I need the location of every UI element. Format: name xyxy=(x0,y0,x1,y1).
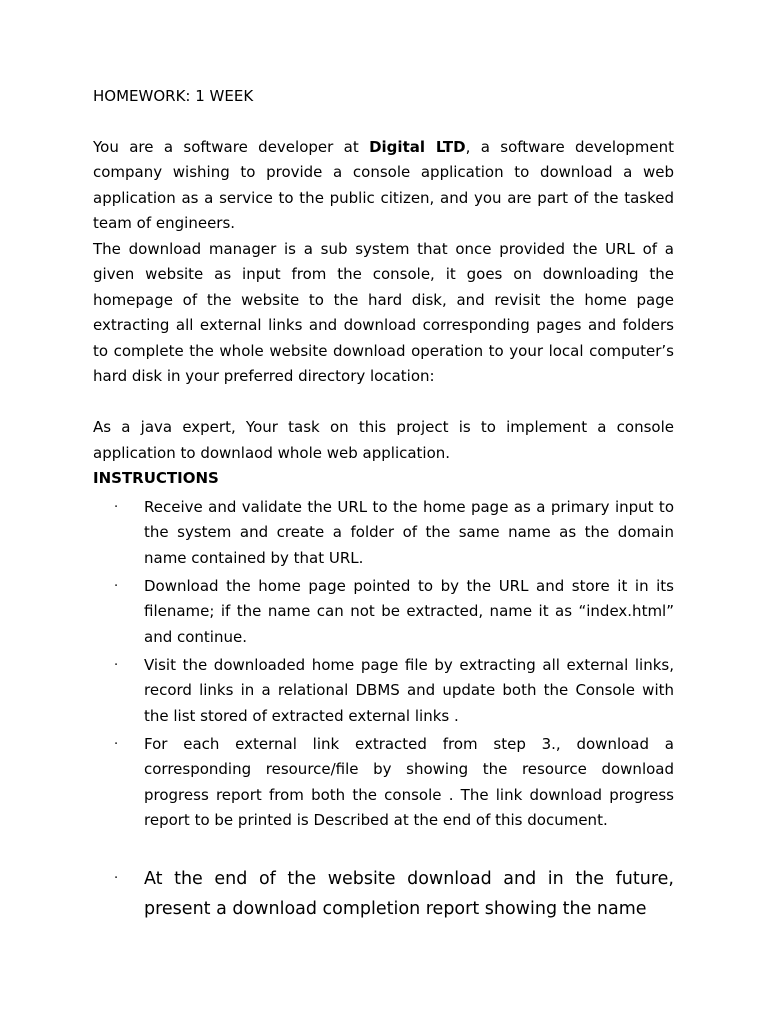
instruction-text: Visit the downloaded home page file by extracting all external links, record links in a relational DBMS and update both the Console with the list stored of extracted external links . xyxy=(144,655,674,725)
bullet-dot: · xyxy=(114,657,119,673)
bullet-dot: · xyxy=(114,499,119,515)
instruction-item xyxy=(93,495,674,572)
intro-text-after: , a software development company wishing to provide a console application to download a web application as a service to the public citizen, and you are part of the tasked team of engineers. xyxy=(93,137,674,232)
intro-paragraph xyxy=(93,135,674,237)
instruction-item xyxy=(93,732,674,834)
company-name: Digital LTD xyxy=(369,137,466,156)
intro-text-before: You are a software developer at xyxy=(93,137,370,156)
instructions-list xyxy=(93,495,674,834)
instruction-item xyxy=(93,574,674,651)
instructions-title: INSTRUCTIONS xyxy=(93,469,219,487)
bullet-dot: · xyxy=(114,870,119,886)
final-instruction-text: At the end of the website download and in the future, present a download completion report showing the name xyxy=(144,868,674,919)
instruction-text: Receive and validate the URL to the home page as a primary input to the system and create a folder of the same name as the domain name contained by that URL. xyxy=(144,497,674,567)
description-paragraph: The download manager is a sub system that once provided the URL of a given website as input from the console, it goes on downloading the homepage of the website to the hard disk, and revisit the home page extracting all external links and download corresponding pages and folders to complete the whole website download operation to your local computer’s hard disk in your preferred directory location: xyxy=(93,239,674,385)
homework-heading: HOMEWORK: 1 WEEK xyxy=(93,87,254,105)
final-instruction-item xyxy=(93,864,674,924)
document-page xyxy=(93,84,674,924)
bullet-dot: · xyxy=(114,736,119,752)
task-paragraph: As a java expert, Your task on this project is to implement a console application to downlaod whole web application. xyxy=(93,418,674,462)
instruction-text: For each external link extracted from step 3., download a corresponding resource/file by showing the resource download progress report from both the console . The link download progress report to be printed is Described at the end of this document. xyxy=(144,734,674,829)
instruction-item xyxy=(93,653,674,730)
bullet-dot: · xyxy=(114,578,119,594)
spacer xyxy=(93,390,674,416)
instruction-text: Download the home page pointed to by the URL and store it in its filename; if the name can not be extracted, name it as “index.html” and continue. xyxy=(144,576,674,646)
